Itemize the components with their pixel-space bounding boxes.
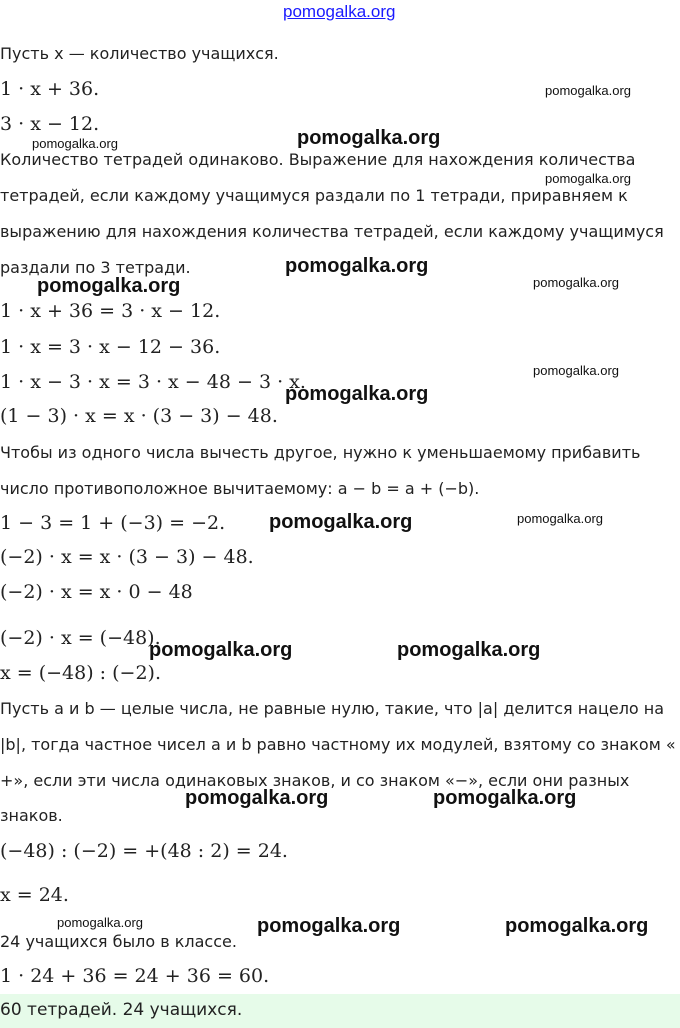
math-line: x = 24. [0, 884, 69, 906]
math-line: 1 − 3 = 1 + (−3) = −2. [0, 512, 226, 534]
math-line: 3 · x − 12. [0, 113, 100, 135]
watermark: pomogalka.org [285, 255, 429, 277]
text-line: Пусть x — количество учащихся. [0, 44, 279, 63]
text-line: число противоположное вычитаемому: a − b = a + (−b). [0, 479, 480, 498]
watermark: pomogalka.org [57, 915, 143, 930]
math-line: (−48) : (−2) = +(48 : 2) = 24. [0, 840, 288, 862]
math-line: x = (−48) : (−2). [0, 662, 161, 684]
math-line: 1 · 24 + 36 = 24 + 36 = 60. [0, 965, 270, 987]
text-line: 24 учащихся было в классе. [0, 932, 237, 951]
math-line: (−2) · x = x · 0 − 48 [0, 581, 193, 603]
text-line: знаков. [0, 806, 63, 825]
watermark: pomogalka.org [533, 363, 619, 378]
math-line: 1 · x + 36. [0, 78, 100, 100]
watermark: pomogalka.org [37, 275, 181, 297]
text-line: Количество тетрадей одинаково. Выражение для нахождения количества [0, 150, 636, 169]
text-line: |b|, тогда частное чисел a и b равно частному их модулей, взятому со знаком « [0, 735, 676, 754]
watermark: pomogalka.org [185, 787, 329, 809]
watermark: pomogalka.org [505, 915, 649, 937]
watermark: pomogalka.org [533, 275, 619, 290]
math-line: 1 · x + 36 = 3 · x − 12. [0, 300, 221, 322]
watermark: pomogalka.org [257, 915, 401, 937]
math-line: (1 − 3) · x = x · (3 − 3) − 48. [0, 405, 278, 427]
text-line: раздали по 3 тетради. [0, 258, 191, 277]
watermark: pomogalka.org [32, 136, 118, 151]
text-line: выражению для нахождения количества тетрадей, если каждому учащимуся [0, 222, 664, 241]
text-line: Пусть a и b — целые числа, не равные нулю, такие, что |a| делится нацело на [0, 699, 665, 718]
site-link[interactable]: pomogalka.org [283, 2, 396, 21]
watermark: pomogalka.org [545, 171, 631, 186]
text-line: +», если эти числа одинаковых знаков, и со знаком «−», если они разных [0, 771, 630, 790]
watermark: pomogalka.org [297, 127, 441, 149]
watermark: pomogalka.org [285, 383, 429, 405]
watermark: pomogalka.org [433, 787, 577, 809]
math-line: (−2) · x = (−48). [0, 627, 161, 649]
watermark: pomogalka.org [149, 639, 293, 661]
math-line: (−2) · x = x · (3 − 3) − 48. [0, 546, 254, 568]
text-line: тетрадей, если каждому учащимуся раздали по 1 тетради, приравняем к [0, 186, 628, 205]
watermark: pomogalka.org [517, 511, 603, 526]
text-line: Чтобы из одного числа вычесть другое, нужно к уменьшаемому прибавить [0, 443, 641, 462]
answer-box [0, 994, 680, 1028]
answer-text: 60 тетрадей. 24 учащихся. [0, 1000, 243, 1020]
watermark: pomogalka.org [269, 511, 413, 533]
watermark: pomogalka.org [397, 639, 541, 661]
math-line: 1 · x − 3 · x = 3 · x − 48 − 3 · x. [0, 371, 306, 393]
watermark: pomogalka.org [545, 83, 631, 98]
math-line: 1 · x = 3 · x − 12 − 36. [0, 336, 221, 358]
